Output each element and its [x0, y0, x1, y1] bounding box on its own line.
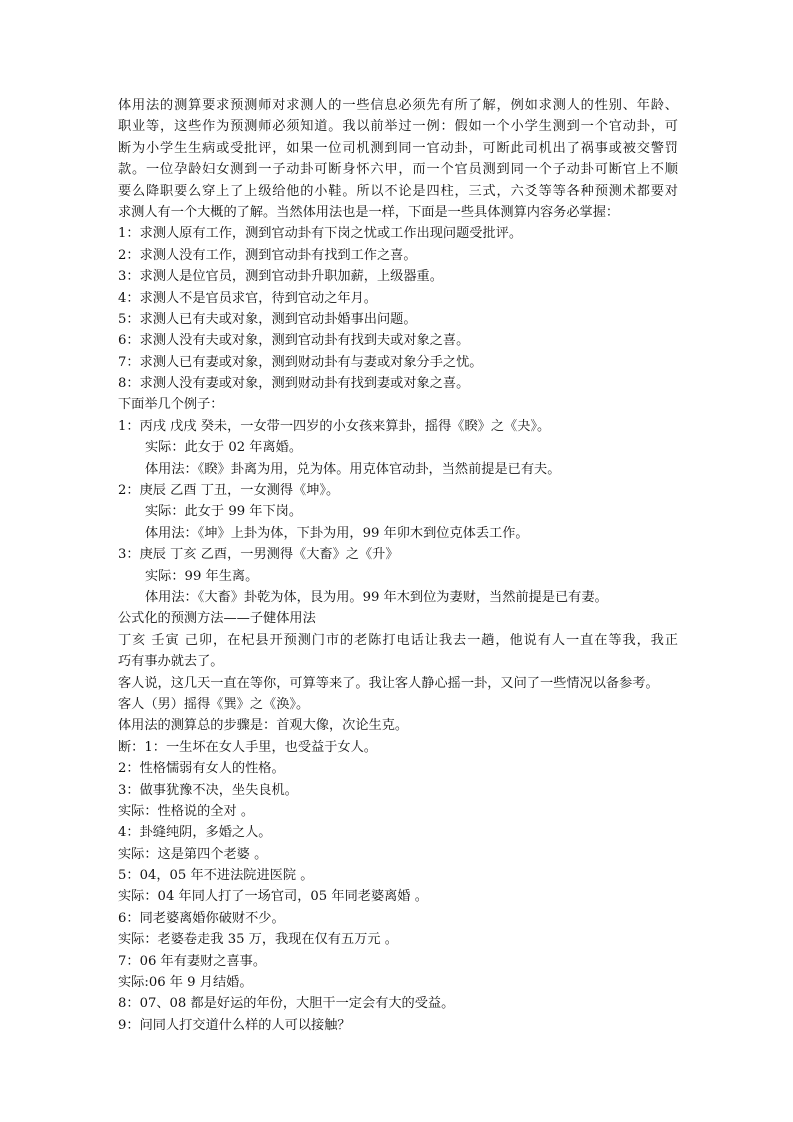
- list-item: 7：求测人已有妻或对象，测到财动卦有与妻或对象分手之忧。: [118, 354, 483, 370]
- paragraph-line: 巧有事办就去了。: [118, 654, 224, 670]
- section-heading: 公式化的预测方法——子健体用法: [118, 611, 316, 627]
- list-item: 9：问同人打交道什么样的人可以接触？: [118, 1017, 351, 1033]
- list-item: 5：04，05 年不进法院进医院 。: [118, 868, 314, 884]
- example-item: 2：庚辰 乙酉 丁丑，一女测得《坤》。: [118, 483, 340, 499]
- example-detail: 体用法：《睽》卦离为用，兑为体。用克体官动卦，当然前提是已有夫。: [145, 461, 561, 477]
- list-item: 8：求测人没有妻或对象，测到财动卦有找到妻或对象之喜。: [118, 376, 470, 392]
- list-item: 实际：这是第四个老婆 。: [118, 846, 268, 862]
- section-heading: 下面举几个例子：: [118, 397, 224, 413]
- paragraph-line: 丁亥 壬寅 己卯，在杞县开预测门市的老陈打电话让我去一趟，他说有人一直在等我，我正: [118, 632, 678, 648]
- paragraph-line: 款。一位孕龄妇女测到一子动卦可断身怀六甲，而一个官员测到同一个子动卦可断官上不顺: [118, 162, 678, 178]
- paragraph-line: 体用法的测算要求预测师对求测人的一些信息必须先有所了解，例如求测人的性别、年龄、: [118, 98, 678, 113]
- list-item: 实际：04 年同人打了一场官司，05 年同老婆离婚 。: [118, 889, 428, 905]
- paragraph-line: 要么降职要么穿上了上级给他的小鞋。所以不论是四柱，三式，六爻等等各种预测术都要对: [118, 183, 678, 199]
- list-item: 断：1：一生坏在女人手里，也受益于女人。: [118, 739, 377, 755]
- example-item: 1：丙戌 戊戌 癸未，一女带一四岁的小女孩来算卦，摇得《睽》之《夬》。: [118, 418, 551, 434]
- paragraph-line: 客人说，这几天一直在等你，可算等来了。我让客人静心摇一卦，又问了一些情况以备参考。: [118, 675, 659, 691]
- list-item: 1：求测人原有工作，测到官动卦有下岗之忧或工作出现问题受批评。: [118, 226, 523, 242]
- paragraph-line: 断为小学生生病或受批评，如果一位司机测到同一官动卦，可断此司机出了祸事或被交警罚: [118, 140, 678, 156]
- list-item: 2：性格懦弱有女人的性格。: [118, 761, 285, 777]
- paragraph-line: 求测人有一个大概的了解。当然体用法也是一样，下面是一些具体测算内容务必掌握：: [118, 204, 620, 220]
- list-item: 4：卦缝纯阴，多婚之人。: [118, 825, 272, 841]
- paragraph-line: 职业等，这些作为预测师必须知道。我以前举过一例：假如一个小学生测到一个官动卦，可: [118, 119, 678, 135]
- list-item: 实际：性格说的全对 。: [118, 803, 255, 819]
- list-item: 实际：老婆卷走我 35 万，我现在仅有五万元 。: [118, 932, 398, 948]
- example-detail: 实际：99 年生离。: [145, 568, 259, 584]
- list-item: 5：求测人已有夫或对象，测到官动卦婚事出问题。: [118, 311, 417, 327]
- example-detail: 体用法：《大畜》卦乾为体，艮为用。99 年木到位为妻财，当然前提是已有妻。: [145, 589, 608, 605]
- example-detail: 体用法：《坤》上卦为体，下卦为用，99 年卯木到位克体丢工作。: [145, 525, 529, 541]
- document-body: [118, 95, 678, 1036]
- list-item: 2：求测人没有工作，测到官动卦有找到工作之喜。: [118, 247, 417, 263]
- list-item: 6：求测人没有夫或对象，测到官动卦有找到夫或对象之喜。: [118, 333, 470, 349]
- list-item: 4：求测人不是官员求官，待到官动之年月。: [118, 290, 377, 306]
- paragraph-line: 客人（男）摇得《巽》之《涣》。: [118, 696, 310, 712]
- list-item: 实际:06 年 9 月结婚。: [118, 975, 253, 991]
- list-item: 3：求测人是位官员，测到官动卦升职加薪，上级器重。: [118, 269, 443, 285]
- list-item: 3：做事犹豫不决，坐失良机。: [118, 782, 298, 798]
- list-item: 8：07、08 都是好运的年份，大胆干一定会有大的受益。: [118, 996, 455, 1012]
- paragraph-line: 体用法的测算总的步骤是：首观大像，次论生克。: [118, 718, 409, 734]
- example-detail: 实际：此女于 02 年离婚。: [145, 440, 303, 456]
- example-item: 3：庚辰 丁亥 乙酉，一男测得《大畜》之《升》: [118, 547, 399, 563]
- example-detail: 实际：此女于 99 年下岗。: [145, 504, 303, 520]
- list-item: 6：同老婆离婚你破财不少。: [118, 910, 285, 926]
- list-item: 7：06 年有妻财之喜事。: [118, 953, 267, 969]
